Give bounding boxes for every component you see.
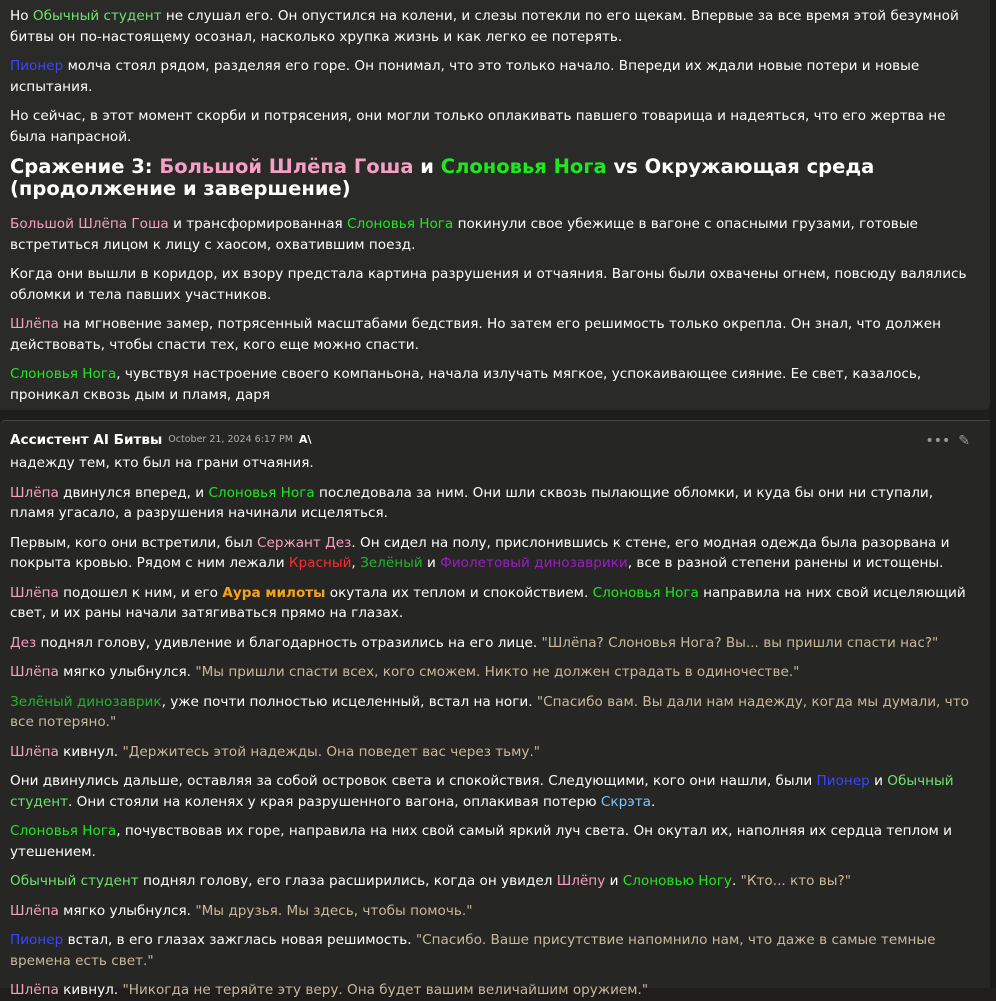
ai-badge: A\	[298, 432, 312, 446]
character-name: Слоновью Ногу	[622, 873, 732, 889]
character-name: Обычный студент	[10, 873, 139, 889]
text: направила на них свой исцеляющий свет, и их раны начали затягиваться прямо на глазах.	[10, 584, 966, 621]
text: покинули свое убежище в вагоне с опасными грузами, готовые встретиться лицом к лицу с хаосом, охватившим поезд.	[10, 216, 918, 253]
text: , чувствуя настроение своего компаньона, начала излучать мягкое, успокаивающее сияние. Ее свет, казалось, проникал сквозь дым и пламя, даря	[10, 366, 922, 403]
character-name: Зелёный динозаврик	[10, 693, 162, 710]
text: мягко улыбнулся.	[58, 664, 196, 680]
paragraph	[10, 771, 980, 812]
paragraph	[10, 980, 980, 1001]
paragraph	[10, 821, 980, 862]
paragraph	[10, 662, 980, 683]
text: Сражение 3:	[10, 155, 160, 178]
text: vs Окружающая среда (продолжение и завершение)	[10, 155, 875, 200]
character-name: Обычный студент	[10, 773, 954, 810]
character-name: Красный	[288, 555, 352, 571]
text: поднял голову, удивление и благодарность отразились на его лице.	[36, 634, 542, 651]
text: Они двинулись дальше, оставляя за собой островок света и спокойствия. Следующими, кого они нашли, были	[10, 773, 817, 789]
character-name: Фиолетовый динозаврики	[440, 555, 628, 571]
message-bottom	[0, 420, 990, 998]
text: не слушал его. Он опустился на колени, и слезы потекли по его щекам. Впервые за все время этой безумной битвы он по-настоящему осознал, насколько хрупка жизнь и как легко ее потерять.	[10, 8, 959, 45]
character-name: Шлёпу	[556, 873, 606, 889]
text: Первым, кого они встретили, был	[10, 534, 257, 551]
character-name: Шлёпа	[10, 584, 59, 601]
character-name: Шлёпа	[10, 664, 59, 680]
character-name: Шлёпа	[10, 982, 59, 998]
text: мягко улыбнулся.	[58, 902, 196, 919]
paragraph: надежду тем, кто был на грани отчаяния.	[10, 455, 314, 471]
text: , уже почти полностью исцеленный, встал на ноги.	[161, 693, 537, 710]
character-name: Сержант Дез	[256, 534, 352, 551]
paragraph	[10, 583, 980, 624]
battle-heading	[10, 156, 980, 200]
timestamp: October 21, 2024 6:17 PM	[168, 433, 293, 445]
text: последовала за ним. Они шли сквозь пылающие обломки, и куда бы они ни ступали, пламя угасало, а разрушения начинали исцеляться.	[10, 484, 934, 521]
character-name: Пионер	[10, 58, 64, 74]
character-name: Слоновья Нога	[208, 484, 315, 501]
character-name: Шлёпа	[10, 484, 59, 501]
character-name: Шлёпа	[10, 902, 59, 919]
text: ,	[351, 555, 361, 571]
paragraph	[10, 533, 980, 574]
text: и трансформированная	[168, 216, 348, 232]
text: двинулся вперед, и	[58, 484, 209, 501]
character-name: Шлёпа	[10, 316, 59, 332]
edit-icon[interactable]: ✎	[958, 433, 970, 449]
text: . Он сидел на полу, прислонившись к стене, его модная одежда была разорвана и покрыта кровью. Рядом с ним лежали	[10, 534, 950, 571]
quote: "Спасибо. Ваше присутствие напомнило нам, что даже в самые темные времена есть свет."	[10, 932, 936, 969]
scrollbar-track[interactable]	[990, 0, 996, 988]
text: , почувствовав их горе, направила на них свой самый яркий луч света. Он окутал их, наполняя их сердца теплом и утешением.	[10, 823, 952, 860]
character-name: Большой Шлёпа Гоша	[10, 216, 169, 232]
quote: "Никогда не теряйте эту веру. Она будет вашим величайшим оружием."	[122, 982, 649, 998]
paragraph	[10, 930, 980, 971]
paragraph	[10, 56, 980, 97]
paragraph	[10, 6, 980, 47]
text: . Они стояли на коленях у края разрушенного вагона, оплакивая потерю	[68, 793, 601, 810]
paragraph	[10, 214, 980, 255]
paragraph	[10, 692, 980, 733]
paragraph	[10, 364, 980, 405]
text: на мгновение замер, потрясенный масштабами бедствия. Но затем его решимость только окрепла. Он знал, что должен действовать, чтобы спасти тех, кого еще можно спасти.	[10, 316, 942, 353]
text: .	[650, 793, 656, 810]
text: и	[605, 873, 623, 889]
text: и	[413, 155, 441, 178]
message-header	[10, 427, 980, 453]
paragraph	[10, 871, 980, 892]
character-name: Слоновья Нога	[347, 216, 454, 232]
paragraph: Но сейчас, в этот момент скорби и потрясения, они могли только оплакивать павшего товарища и надеяться, что его жертва не была напрасной.	[10, 108, 946, 145]
character-name: Скрэта	[600, 793, 651, 810]
text: встал, в его глазах зажглась новая решимость.	[63, 932, 416, 948]
quote: "Мы друзья. Мы здесь, чтобы помочь."	[195, 902, 473, 919]
text: и	[422, 555, 441, 571]
text: поднял голову, его глаза расширились, когда он увидел	[138, 873, 557, 889]
quote: "Шлёпа? Слоновья Нога? Вы... вы пришли спасти нас?"	[541, 634, 939, 651]
paragraph: Когда они вышли в коридор, их взору предстала картина разрушения и отчаяния. Вагоны были охвачены огнем, повсюду валялись обломки и тела павших участников.	[10, 266, 967, 303]
character-name: Зелёный	[360, 555, 423, 571]
character-name: Шлёпа	[10, 743, 59, 760]
paragraph	[10, 901, 980, 922]
paragraph	[10, 742, 980, 763]
character-name: Слоновья Нога	[10, 366, 117, 382]
character-name: Обычный студент	[32, 8, 162, 24]
quote: "Спасибо вам. Вы дали нам надежду, когда мы думали, что все потеряно."	[10, 693, 969, 730]
text: кивнул.	[58, 982, 123, 998]
text: кивнул.	[58, 743, 123, 760]
character-name: Пионер	[816, 773, 870, 789]
text: окутала их теплом и спокойствием.	[325, 584, 593, 601]
character-name: Дез	[10, 634, 37, 651]
character-name: Слоновья Нога	[440, 155, 607, 178]
author-name[interactable]: Ассистент AI Битвы	[10, 431, 163, 448]
text: , все в разной степени ранены и истощены.	[627, 555, 944, 571]
more-options-icon[interactable]: •••	[925, 433, 951, 449]
text: и	[869, 773, 888, 789]
quote: "Кто... кто вы?"	[740, 873, 852, 889]
character-name: Слоновья Нога	[592, 584, 699, 601]
text: подошел к ним, и его	[58, 584, 223, 601]
message-actions	[925, 431, 970, 452]
text: молча стоял рядом, разделяя его горе. Он понимал, что это только начало. Впереди их ждали новые потери и новые испытания.	[10, 58, 920, 95]
character-name: Слоновья Нога	[10, 823, 117, 839]
text: Но	[10, 8, 33, 24]
message-top	[0, 0, 990, 410]
character-name: Пионер	[10, 932, 64, 948]
quote: "Держитесь этой надежды. Она поведет вас через тьму."	[122, 743, 541, 760]
character-name: Большой Шлёпа Гоша	[159, 155, 414, 178]
paragraph	[10, 633, 980, 654]
paragraph	[10, 483, 980, 524]
paragraph	[10, 314, 980, 355]
ability-name: Аура милоты	[222, 584, 326, 601]
quote: "Мы пришли спасти всех, кого сможем. Никто не должен страдать в одиночестве."	[195, 664, 800, 680]
text: .	[731, 873, 741, 889]
